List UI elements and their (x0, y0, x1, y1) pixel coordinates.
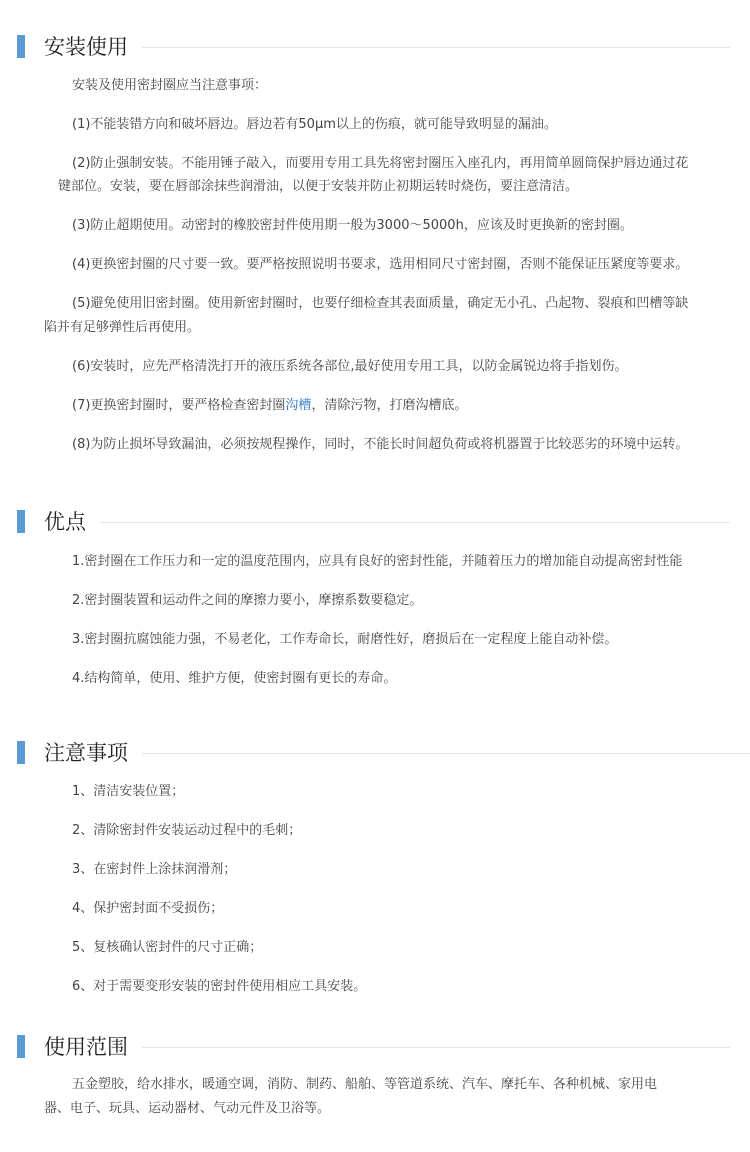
advantage-item-2: 2.密封圈装置和运动件之间的摩擦力要小，摩擦系数要稳定。 (72, 593, 423, 608)
scope-line-2: 器、电子、玩具、运动器材、气动元件及卫浴等。 (44, 1101, 331, 1116)
install-item-5-line-2: 陷并有足够弹性后再使用。 (44, 320, 201, 335)
section-divider (142, 47, 730, 48)
install-intro: 安装及使用密封圈应当注意事项： (72, 78, 268, 93)
install-item-6: (6)安装时，应先严格清洗打开的液压系统各部位,最好使用专用工具，以防金属锐边将手指划伤。 (72, 359, 628, 374)
install-item-7-text: (7)更换密封圈时，要严格检查密封圈 (72, 398, 286, 413)
section-title: 优点 (44, 510, 86, 534)
advantage-item-3: 3.密封圈抗腐蚀能力强，不易老化，工作寿命长，耐磨性好，磨损后在一定程度上能自动补偿。 (72, 632, 618, 647)
note-item-1: 1、清洁安装位置； (72, 784, 185, 799)
scope-line-1: 五金塑胶，给水排水，暖通空调，消防、制药、船舶、等管道系统、汽车、摩托车、各种机械、家用电 (72, 1077, 658, 1092)
install-item-1: (1)不能装错方向和破坏唇边。唇边若有50μm以上的伤痕，就可能导致明显的漏油。 (72, 117, 557, 132)
section-header (0, 738, 750, 768)
groove-link[interactable]: 沟槽 (285, 398, 312, 413)
install-item-7-text-end: ，清除污物，打磨沟槽底。 (311, 398, 468, 413)
section-title: 使用范围 (44, 1035, 128, 1059)
section-accent-bar (17, 510, 25, 533)
install-item-2-line-2: 键部位。安装，要在唇部涂抹些润滑油，以便于安装并防止初期运转时烧伤，要注意清洁。 (58, 179, 579, 194)
section-header (0, 507, 750, 537)
advantage-item-1: 1.密封圈在工作压力和一定的温度范围内，应具有良好的密封性能，并随着压力的增加能自动提高密封性能 (72, 554, 683, 569)
section-accent-bar (17, 35, 25, 58)
section-advantages (0, 507, 750, 537)
section-install (0, 32, 750, 62)
section-header (0, 32, 750, 62)
section-accent-bar (17, 1035, 25, 1058)
install-item-5-line-1: (5)避免使用旧密封圈。使用新密封圈时，也要仔细检查其表面质量，确定无小孔、凸起物、裂痕和凹槽等缺 (72, 296, 689, 311)
section-divider (100, 522, 730, 523)
note-item-2: 2、清除密封件安装运动过程中的毛刺； (72, 823, 302, 838)
install-item-8: (8)为防止损坏导致漏油，必须按规程操作，同时，不能长时间超负荷或将机器置于比较恶劣的环境中运转。 (72, 437, 689, 452)
install-item-7 (72, 394, 467, 417)
note-item-3: 3、在密封件上涂抹润滑剂； (72, 862, 237, 877)
install-item-2-line-1: (2)防止强制安装。不能用锤子敲入，而要用专用工具先将密封圈压入座孔内，再用简单圆筒保护唇边通过花 (72, 156, 689, 171)
note-item-5: 5、复核确认密封件的尺寸正确； (72, 940, 263, 955)
section-accent-bar (17, 741, 25, 764)
section-divider (142, 1047, 730, 1048)
section-header (0, 1032, 750, 1062)
section-scope (0, 1032, 750, 1062)
note-item-6: 6、对于需要变形安装的密封件使用相应工具安装。 (72, 979, 367, 994)
install-item-3: (3)防止超期使用。动密封的橡胶密封件使用期一般为3000～5000h，应该及时更换新的密封圈。 (72, 218, 633, 233)
section-divider (142, 753, 750, 754)
section-title: 安装使用 (44, 35, 128, 59)
section-title: 注意事项 (44, 741, 128, 765)
section-notes (0, 738, 750, 768)
note-item-4: 4、保护密封面不受损伤； (72, 901, 224, 916)
install-item-4: (4)更换密封圈的尺寸要一致。要严格按照说明书要求，选用相同尺寸密封圈，否则不能保证压紧度等要求。 (72, 257, 689, 272)
advantage-item-4: 4.结构简单，使用、维护方便，使密封圈有更长的寿命。 (72, 671, 397, 686)
